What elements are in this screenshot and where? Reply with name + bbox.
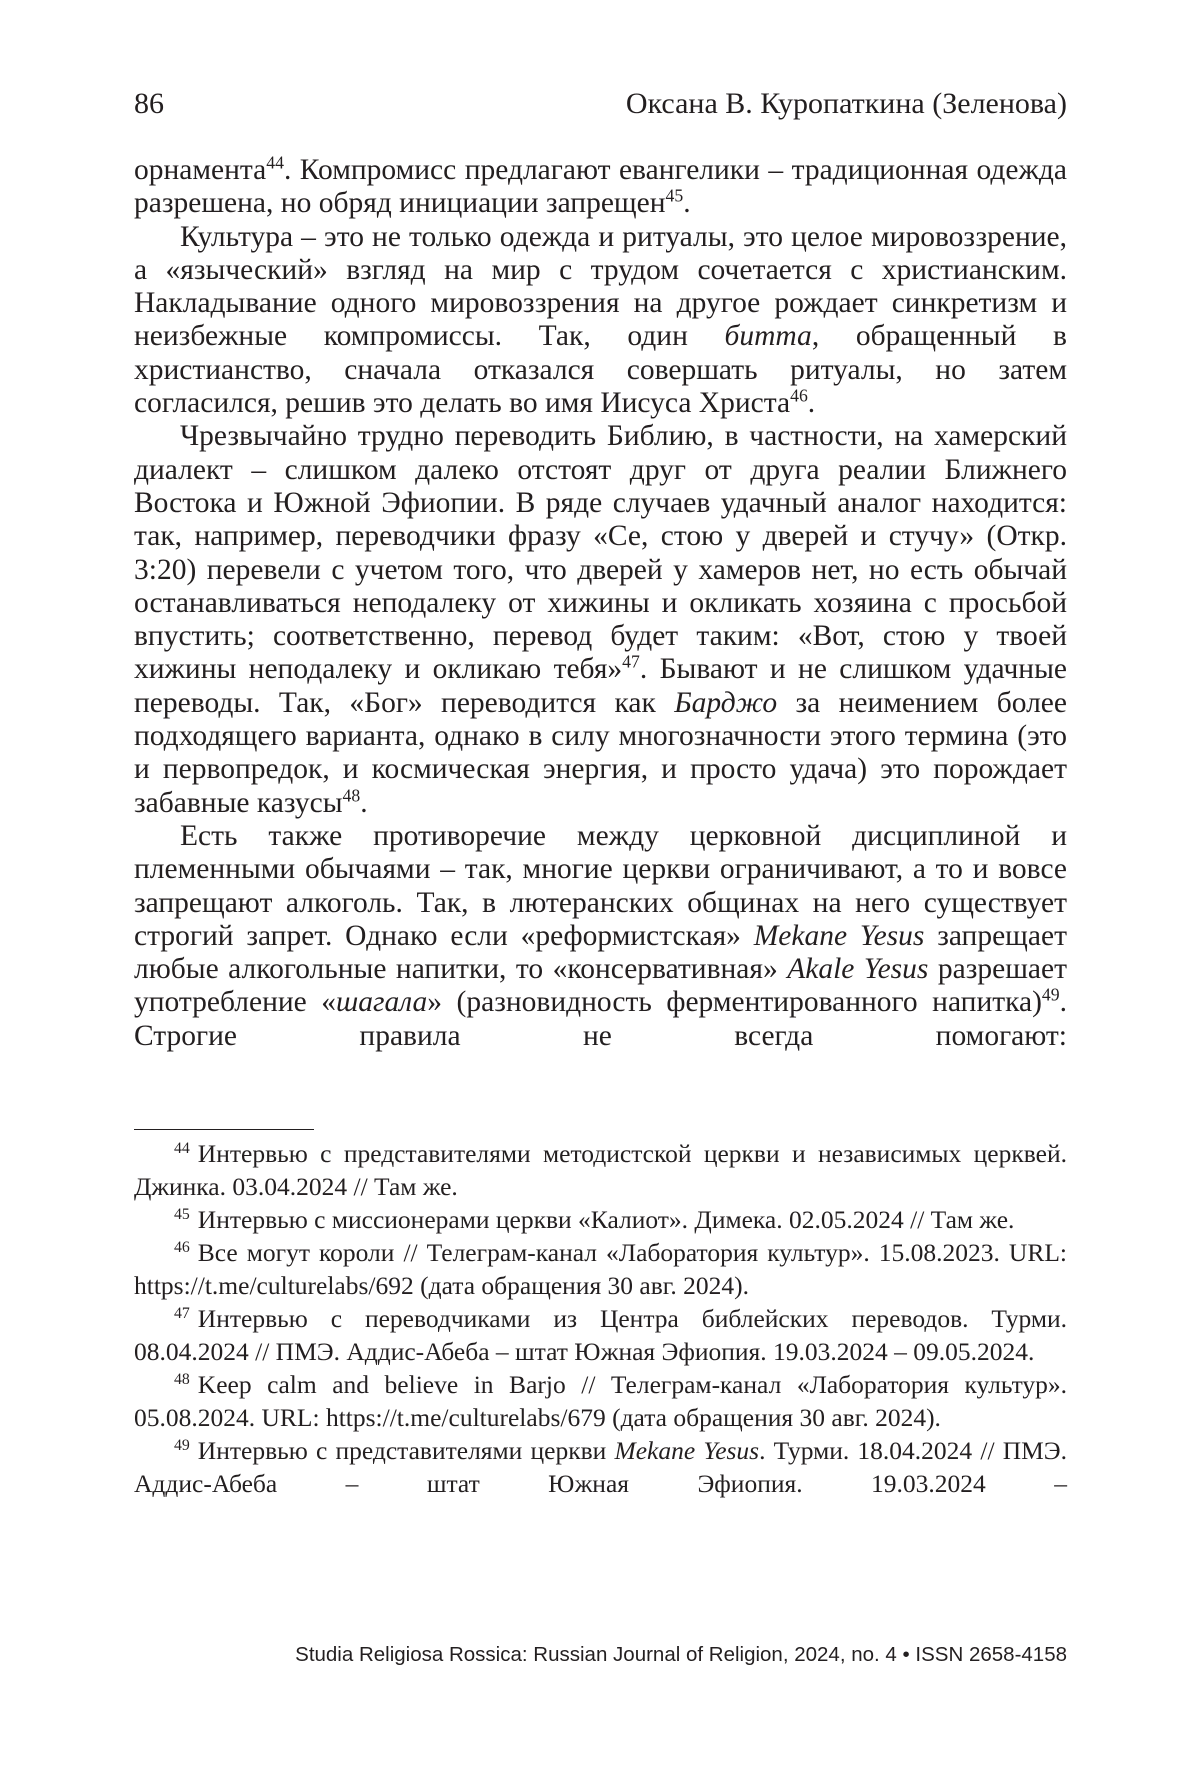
footnote-48: $^{48}$ Keep calm and believe in Barjo // Телеграм-канал «Лаборатория культур». 05.08.2024. URL: https://t.me/culturelabs/679 (дата обращения 30 авг. 2024).	[134, 1370, 1067, 1432]
paragraph-2: Культура – это не только одежда и ритуалы, это целое мировоззрение, а «языческий» взгляд на мир с трудом сочетается с христианским. Накладывание одного мировоззрения на другое рождает синкретизм и неизбежные компромиссы. Так, один битта, обращенный в христианство, сначала отказался совершать ритуалы, но затем согласился, решив это делать во имя Иисуса Христа$^{46}$.	[134, 220, 1067, 420]
page-number: 86	[134, 87, 164, 120]
footer-separator: •	[902, 1643, 910, 1666]
footnote-44: $^{44}$ Интервью с представителями методистской церкви и независимых церквей. Джинка. 03.04.2024 // Там же.	[134, 1139, 1067, 1201]
footnote-ref-48[interactable]: 48	[342, 785, 361, 806]
footnote-separator	[134, 1129, 314, 1130]
footnote-ref-44[interactable]: 44	[266, 152, 284, 173]
running-header-author: Оксана В. Куропаткина (Зеленова)	[625, 87, 1067, 120]
paragraph-1: орнамента$^{44}$. Компромисс предлагают евангелики – традиционная одежда разрешена, но обряд инициации запрещен$^{45}$.	[134, 152, 1067, 220]
footnote-ref-46[interactable]: 46	[790, 385, 808, 406]
journal-footer	[295, 1641, 1067, 1669]
footnote-ref-45[interactable]: 45	[665, 185, 684, 206]
footnote-ref-49[interactable]: 49	[1041, 984, 1060, 1005]
main-text	[134, 154, 1067, 1053]
paragraph-3: Чрезвычайно трудно переводить Библию, в частности, на хамерский диалект – слишком далеко отстоят друг от друга реалии Ближнего Востока и Южной Эфиопии. В ряде случаев удачный аналог находится: так, например, переводчики фразу «Се, стою у дверей и стучу» (Откр. 3:20) перевели с учетом того, что дверей у хамеров нет, но есть обычай останавливаться неподалеку от хижины и окликать хозяина с просьбой впустить; соответственно, перевод будет таким: «Вот, стою у твоей хижины неподалеку и окликаю тебя»$^{47}$. Бывают и не слишком удачные переводы. Так, «Бог» переводится как Барджо за неимением более подходящего варианта, однако в силу многозначности этого термина (это и первопредок, и космическая энергия, и просто удача) это порождает забавные казусы$^{48}$.	[134, 420, 1067, 819]
footnote-46: $^{46}$ Все могут короли // Телеграм-канал «Лаборатория культур». 15.08.2023. URL: https://t.me/culturelabs/692 (дата обращения 30 авг. 2024).	[134, 1238, 1067, 1300]
footnote-ref-47[interactable]: 47	[622, 651, 640, 672]
paragraph-4: Есть также противоречие между церковной дисциплиной и племенными обычаями – так, многие церкви ограничивают, а то и вовсе запрещают алкоголь. Так, в лютеранских общинах на него существует строгий запрет. Однако если «реформистская» Mekane Yesus запрещает любые алкогольные напитки, то «консервативная» Akale Yesus разрешает употребление «шагала» (разновидность ферментированного напитка)$^{49}$. Строгие правила не всегда помогают:	[134, 819, 1068, 1052]
footnotes	[134, 1137, 1067, 1500]
journal-name: Studia Religiosa Rossica: Russian Journal of Religion, 2024, no. 4	[295, 1643, 897, 1666]
footnote-47: $^{47}$ Интервью с переводчиками из Центра библейских переводов. Турми. 08.04.2024 // ПМЭ. Аддис-Абеба – штат Южная Эфиопия. 19.03.2024 – 09.05.2024.	[134, 1304, 1067, 1366]
footnote-49: $^{49}$ Интервью с представителями церкви Mekane Yesus. Турми. 18.04.2024 // ПМЭ. Аддис-Абеба – штат Южная Эфиопия. 19.03.2024 –	[134, 1436, 1068, 1498]
footnote-45: $^{45}$ Интервью с миссионерами церкви «Калиот». Димека. 02.05.2024 // Там же.	[174, 1205, 1015, 1234]
issn: ISSN 2658-4158	[915, 1643, 1067, 1666]
